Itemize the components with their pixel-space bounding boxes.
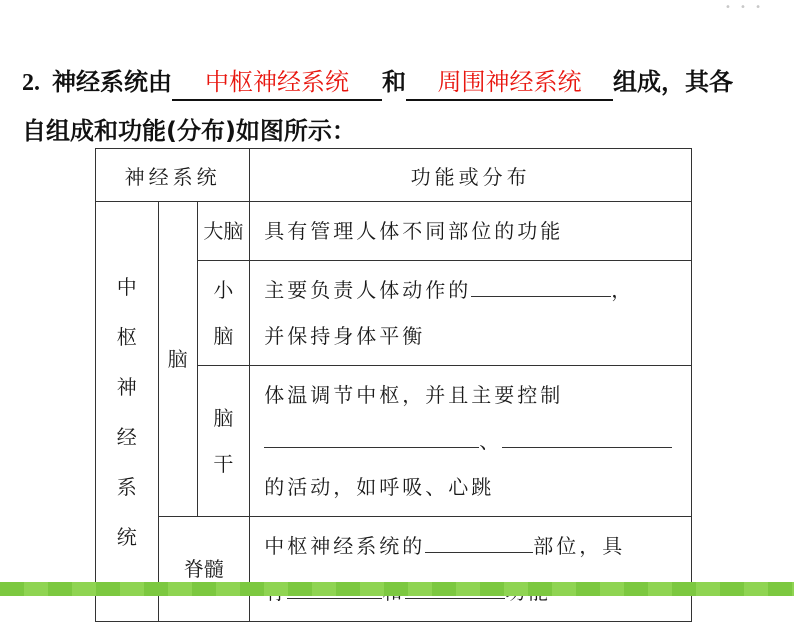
- cerebellum-comma: ，: [611, 278, 635, 302]
- spinal-text: 中枢神经系统的: [264, 534, 426, 558]
- answer-blank-2[interactable]: 周围神经系统: [406, 65, 613, 101]
- cerebrum-label: 大脑: [197, 202, 250, 261]
- cns-label: [96, 202, 159, 622]
- brainstem-label: [197, 366, 250, 517]
- cerebellum-label-char: 小: [213, 278, 234, 302]
- nervous-system-table: [95, 148, 692, 622]
- header-system: 神经系统: [96, 149, 250, 202]
- cns-char: 中: [116, 274, 137, 299]
- question-block: [22, 58, 772, 155]
- answer-blank-1[interactable]: 中枢神经系统: [172, 65, 382, 101]
- slide-decoration-dots: • • •: [724, 2, 764, 13]
- brainstem-function: [250, 366, 692, 517]
- table-row-spinal-cord: [96, 517, 692, 622]
- brainstem-label-char: 脑: [213, 406, 234, 430]
- cerebellum-function: [250, 261, 692, 366]
- question-text-part3: 组成，其各: [613, 68, 733, 96]
- table-row-cerebrum: [96, 202, 692, 261]
- cerebrum-function: 具有管理人体不同部位的功能: [250, 202, 692, 261]
- question-text-part2: 和: [382, 68, 406, 96]
- fill-blank-brainstem-2[interactable]: [502, 427, 672, 448]
- grass-footer-decoration: [0, 582, 794, 596]
- fill-blank-brainstem-1[interactable]: [264, 427, 479, 448]
- header-function: 功能或分布: [250, 149, 692, 202]
- question-number: 2.: [22, 70, 40, 96]
- cerebellum-label-char: 脑: [213, 324, 234, 348]
- cns-char: 经: [116, 424, 137, 449]
- spinal-text-mid: 部位，具: [533, 534, 626, 558]
- brainstem-separator: 、: [479, 429, 503, 453]
- cns-char: 枢: [116, 324, 137, 349]
- spinal-cord-label: 脊髓: [158, 517, 250, 622]
- fill-blank-cerebellum[interactable]: [471, 276, 611, 297]
- brain-label: 脑: [158, 202, 197, 517]
- cerebellum-text-line2: 并保持身体平衡: [264, 324, 426, 348]
- question-line-1: [22, 58, 772, 107]
- cns-char: 统: [116, 524, 137, 549]
- brainstem-label-char: 干: [213, 452, 234, 476]
- question-line-2: 自组成和功能(分布)如图所示：: [22, 117, 356, 145]
- cns-char: 系: [116, 474, 137, 499]
- brainstem-text-line3: 的活动，如呼吸、心跳: [264, 475, 495, 499]
- table-header-row: [96, 149, 692, 202]
- brainstem-text-line1: 体温调节中枢，并且主要控制: [264, 383, 564, 407]
- spinal-cord-function: [250, 517, 692, 622]
- cns-char: 神: [116, 374, 137, 399]
- fill-blank-spinal-1[interactable]: [425, 532, 533, 553]
- cerebellum-label: [197, 261, 250, 366]
- cerebellum-text: 主要负责人体动作的: [264, 278, 472, 302]
- question-text-part1: 神经系统由: [52, 68, 172, 96]
